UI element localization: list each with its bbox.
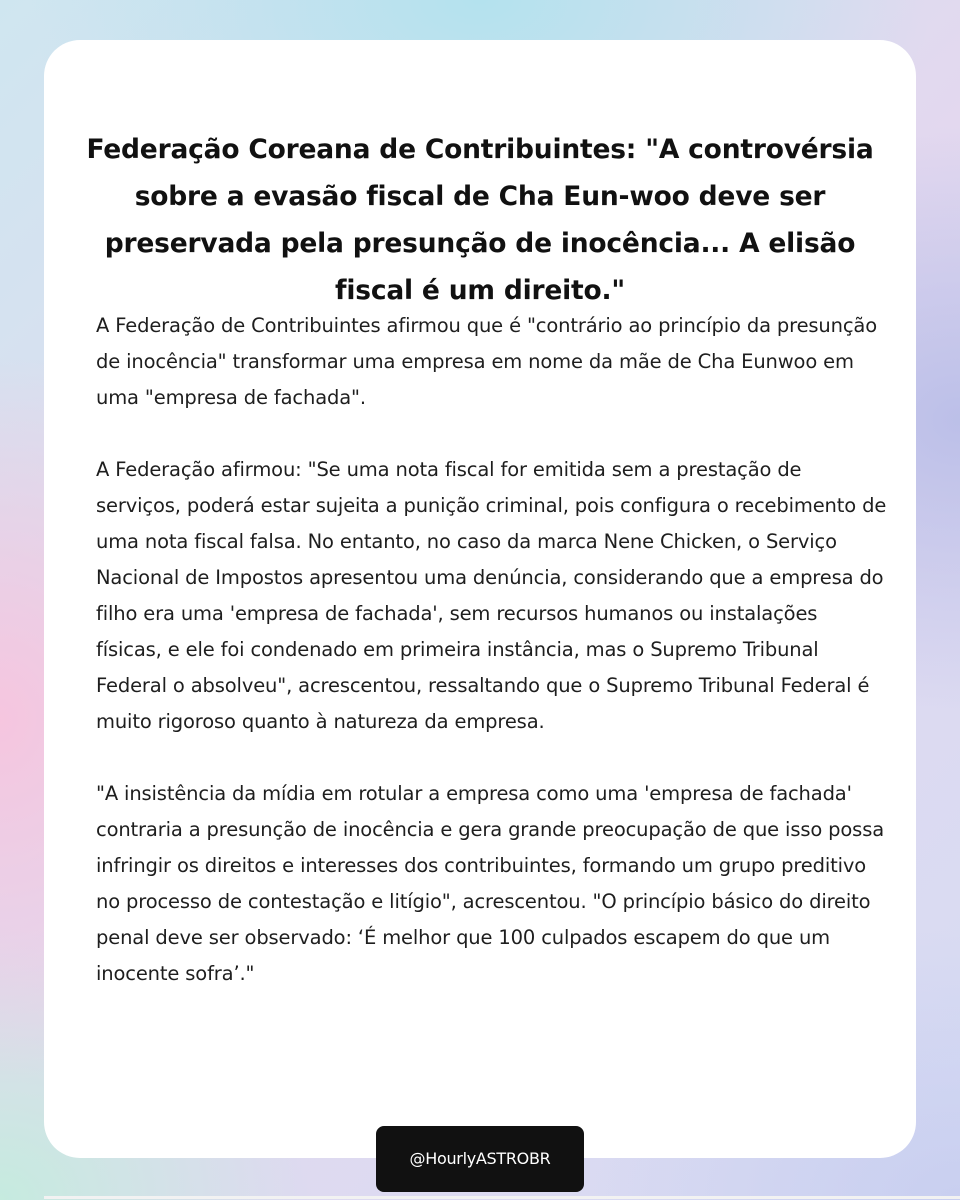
author-handle-badge: @HourlyASTROBR [376, 1126, 584, 1192]
article-paragraph-1: A Federação de Contribuintes afirmou que é "contrário ao princípio da presunção de inocência" transformar uma empresa em nome da mãe de Cha Eunwoo em uma "empresa de fachada". [96, 314, 878, 409]
article-title: Federação Coreana de Contribuintes: "A controvérsia sobre a evasão fiscal de Cha Eun-woo deve ser preservada pela presunção de inocência... A elisão fiscal é um direito." [86, 134, 874, 306]
article-card [44, 40, 916, 1158]
bottom-divider [44, 1196, 960, 1199]
article-paragraph-2: A Federação afirmou: "Se uma nota fiscal for emitida sem a prestação de serviços, poderá estar sujeita a punição criminal, pois configura o recebimento de uma nota fiscal falsa. No entanto, no caso da marca Nene Chicken, o Serviço Nacional de Impostos apresentou uma denúncia, considerando que a empresa do filho era uma 'empresa de fachada', sem recursos humanos ou instalações físicas, e ele foi condenado em primeira instância, mas o Supremo Tribunal Federal o absolveu", acrescentou, ressaltando que o Supremo Tribunal Federal é muito rigoroso quanto à natureza da empresa. [96, 458, 887, 733]
article-body [96, 308, 888, 992]
article-paragraph-3: "A insistência da mídia em rotular a empresa como uma 'empresa de fachada' contraria a presunção de inocência e gera grande preocupação de que isso possa infringir os direitos e interesses dos contribuintes, formando um grupo preditivo no processo de contestação e litígio", acrescentou. "O princípio básico do direito penal deve ser observado: ‘É melhor que 100 culpados escapem do que um inocente sofra’." [96, 782, 885, 985]
